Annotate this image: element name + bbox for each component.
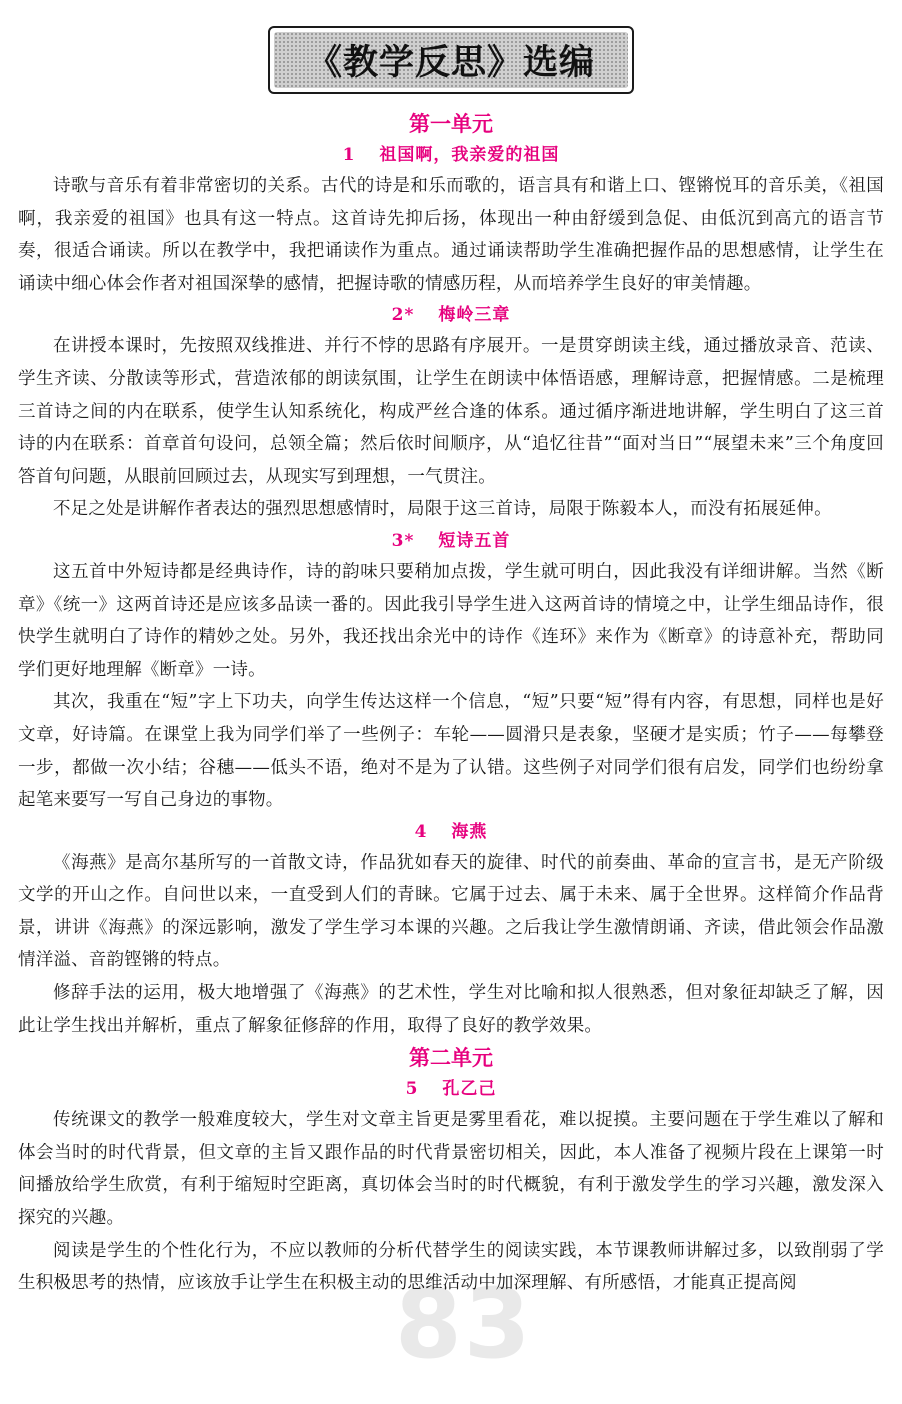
title-dotted-background xyxy=(274,32,628,88)
lesson-number: 1 xyxy=(342,145,356,165)
lesson-number: 5 xyxy=(405,1079,419,1100)
paragraph: 诗歌与音乐有着非常密切的关系。古代的诗是和乐而歌的，语言具有和谐上口、铿锵悦耳的音乐美，《祖国啊，我亲爱的祖国》也具有这一特点。这首诗先抑后扬，体现出一种由舒缓到急促、由低沉到高亢的语言节奏，很适合诵读。所以在教学中，我把诵读作为重点。通过诵读帮助学生准确把握作品的思想感情，让学生在诵读中细心体会作者对祖国深挚的感情，把握诗歌的情感历程，从而培养学生良好的审美情趣。 xyxy=(18,176,884,294)
unit-heading: 第二单元 xyxy=(409,1046,493,1071)
lesson-heading xyxy=(18,1074,884,1104)
lesson-title: 梅岭三章 xyxy=(438,305,511,326)
lesson-number: 3* xyxy=(391,530,415,551)
document-page xyxy=(18,26,884,1300)
paragraph: 其次，我重在“短”字上下功夫，向学生传达这样一个信息，“短”只要“短”得有内容，有思想，同样也是好文章，好诗篇。在课堂上我为同学们举了一些例子：车轮——圆滑只是表象，坚硬才是实质；竹子——每攀登一步，都做一次小结；谷穗——低头不语，绝对不是为了认错。这些例子对同学们很有启发，同学们也纷纷拿起笔来要写一写自己身边的事物。 xyxy=(18,692,884,811)
paragraph: 《海燕》是高尔基所写的一首散文诗，作品犹如春天的旋律、时代的前奏曲、革命的宣言书，是无产阶级文学的开山之作。自问世以来，一直受到人们的青睐。它属于过去、属于未来、属于全世界。这样简介作品背景，讲讲《海燕》的深远影响，激发了学生学习本课的兴趣。之后我让学生激情朗诵、齐读，借此领会作品激情洋溢、音韵铿锵的特点。 xyxy=(18,852,884,971)
lesson-heading xyxy=(18,817,884,847)
paragraph: 阅读是学生的个性化行为，不应以教师的分析代替学生的阅读实践，本节课教师讲解过多，以致削弱了学生积极思考的热情，应该放手让学生在积极主动的思维活动中加深理解、有所感悟，才能真正提高阅 xyxy=(18,1240,884,1294)
lesson-title: 祖国啊，我亲爱的祖国 xyxy=(379,145,560,165)
lesson-heading xyxy=(18,526,884,556)
lesson-heading xyxy=(18,300,884,330)
paragraph: 传统课文的教学一般难度较大，学生对文章主旨更是雾里看花，难以捉摸。主要问题在于学生难以了解和体会当时的时代背景，但文章的主旨又跟作品的时代背景密切相关，因此，本人准备了视频片段在上课第一时间播放给学生欣赏，有利于缩短时空距离，真切体会当时的时代概貌，有利于激发学生的学习兴趣，激发深入探究的兴趣。 xyxy=(18,1110,884,1229)
paragraph: 不足之处是讲解作者表达的强烈思想感情时，局限于这三首诗，局限于陈毅本人，而没有拓展延伸。 xyxy=(53,499,832,520)
unit-heading: 第一单元 xyxy=(409,112,493,136)
title-banner xyxy=(18,26,884,94)
lesson-title: 孔乙己 xyxy=(442,1079,497,1100)
paragraph: 在讲授本课时，先按照双线推进、并行不悖的思路有序展开。一是贯穿朗读主线，通过播放录音、范读、学生齐读、分散读等形式，营造浓郁的朗读氛围，让学生在朗读中体悟语感，理解诗意，把握情感。二是梳理三首诗之间的内在联系，使学生认知系统化，构成严丝合逢的体系。通过循序渐进地讲解，学生明白了这三首诗的内在联系：首章首句设问，总领全篇；然后依时间顺序，从“追忆往昔”“面对当日”“展望未来”三个角度回答首句问题，从眼前回顾过去，从现实写到理想，一气贯注。 xyxy=(18,336,884,487)
paragraph: 修辞手法的运用，极大地增强了《海燕》的艺术性，学生对比喻和拟人很熟悉，但对象征却缺乏了解，因此让学生找出并解析，重点了解象征修辞的作用，取得了良好的教学效果。 xyxy=(18,983,884,1036)
lesson-title: 短诗五首 xyxy=(438,530,511,551)
lesson-title: 海燕 xyxy=(451,821,488,842)
lesson-heading xyxy=(18,140,884,170)
paragraph: 这五首中外短诗都是经典诗作，诗的韵味只要稍加点拨，学生就可明白，因此我没有详细讲解。当然《断章》《统一》这两首诗还是应该多品读一番的。因此我引导学生进入这两首诗的情境之中，让学生细品诗作，很快学生就明白了诗作的精妙之处。另外，我还找出余光中的诗作《连环》来作为《断章》的诗意补充，帮助同学们更好地理解《断章》一诗。 xyxy=(18,561,884,680)
lesson-number: 4 xyxy=(414,821,428,842)
page-number-watermark: 83 xyxy=(395,1268,533,1380)
lesson-number: 2* xyxy=(391,305,415,326)
page-title: 《教学反思》选编 xyxy=(306,43,595,83)
title-frame xyxy=(268,26,634,94)
